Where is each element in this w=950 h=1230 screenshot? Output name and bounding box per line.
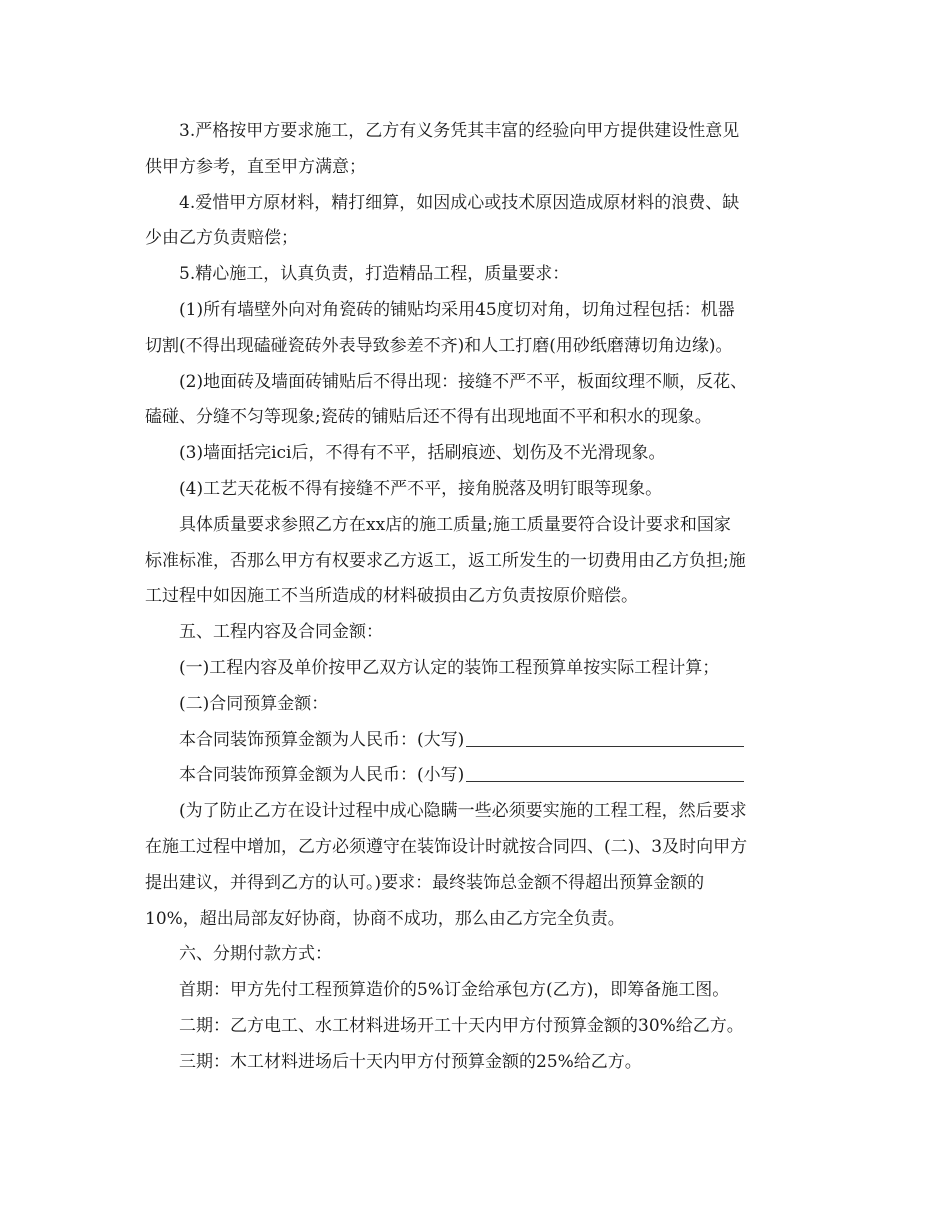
- amount-uppercase-blank[interactable]: [466, 728, 744, 747]
- paragraph-line: (二)合同预算金额：: [179, 693, 329, 714]
- paragraph-line: 提出建议，并得到乙方的认可。)要求：最终装饰总金额不得超出预算金额的: [145, 872, 705, 893]
- paragraph-line: 供甲方参考，直至甲方满意；: [145, 156, 366, 177]
- paragraph-line: 工过程中如因施工不当所造成的材料破损由乙方负责按原价赔偿。: [145, 586, 638, 607]
- amount-uppercase-row: [145, 723, 810, 759]
- paragraph-line: 10%，超出局部友好协商，协商不成功，那么由乙方完全负责。: [145, 908, 625, 929]
- paragraph-line: 在施工过程中增加，乙方必须遵守在装饰设计时就按合同四、(二)、3及时向甲方: [145, 836, 748, 857]
- amount-lowercase-blank[interactable]: [466, 763, 744, 782]
- paragraph-line: (为了防止乙方在设计过程中成心隐瞒一些必须要实施的工程工程，然后要求: [179, 801, 747, 822]
- paragraph-line: (4)工艺天花板不得有接缝不严不平，接角脱落及明钉眼等现象。: [179, 478, 663, 499]
- section-heading: 五、工程内容及合同金额：: [179, 622, 383, 643]
- document-body: [145, 114, 810, 1081]
- paragraph-line: 3.严格按甲方要求施工，乙方有义务凭其丰富的经验向甲方提供建设性意见: [179, 121, 740, 141]
- section-heading: 六、分期付款方式：: [179, 944, 332, 965]
- paragraph-line: 磕碰、分缝不匀等现象;瓷砖的铺贴后还不得有出现地面不平和积水的现象。: [145, 407, 712, 428]
- paragraph-line: 首期：甲方先付工程预算造价的5%订金给承包方(乙方)，即筹备施工图。: [179, 980, 730, 1001]
- paragraph-line: 三期：木工材料进场后十天内甲方付预算金额的25%给乙方。: [179, 1051, 642, 1072]
- paragraph-line: (3)墙面括完ici后，不得有不平，括刷痕迹、划伤及不光滑现象。: [179, 443, 666, 464]
- paragraph-line: 标准标准，否那么甲方有权要求乙方返工，返工所发生的一切费用由乙方负担;施: [145, 550, 746, 571]
- paragraph-line: 4.爱惜甲方原材料，精打细算，如因成心或技术原因造成原材料的浪费、缺: [179, 192, 740, 213]
- paragraph-line: 5.精心施工，认真负责，打造精品工程，质量要求：: [179, 264, 570, 285]
- amount-lowercase-label: 本合同装饰预算金额为人民币：(小写): [179, 765, 465, 786]
- paragraph-line: (一)工程内容及单价按甲乙双方认定的装饰工程预算单按实际工程计算；: [179, 657, 720, 678]
- amount-lowercase-row: [145, 758, 810, 794]
- paragraph-line: 少由乙方负责赔偿；: [145, 228, 298, 249]
- paragraph-line: 具体质量要求参照乙方在xx店的施工质量;施工质量要符合设计要求和国家: [179, 514, 731, 535]
- paragraph-line: (2)地面砖及墙面砖铺贴后不得出现：接缝不严不平，板面纹理不顺，反花、: [179, 371, 748, 392]
- paragraph-line: 二期：乙方电工、水工材料进场开工十天内甲方付预算金额的30%给乙方。: [179, 1015, 744, 1036]
- amount-uppercase-label: 本合同装饰预算金额为人民币：(大写): [179, 729, 465, 750]
- paragraph-line: (1)所有墙壁外向对角瓷砖的铺贴均采用45度切对角，切角过程包括：机器: [179, 299, 735, 320]
- paragraph-line: 切割(不得出现磕碰瓷砖外表导致参差不齐)和人工打磨(用砂纸磨薄切角边缘)。: [145, 335, 733, 356]
